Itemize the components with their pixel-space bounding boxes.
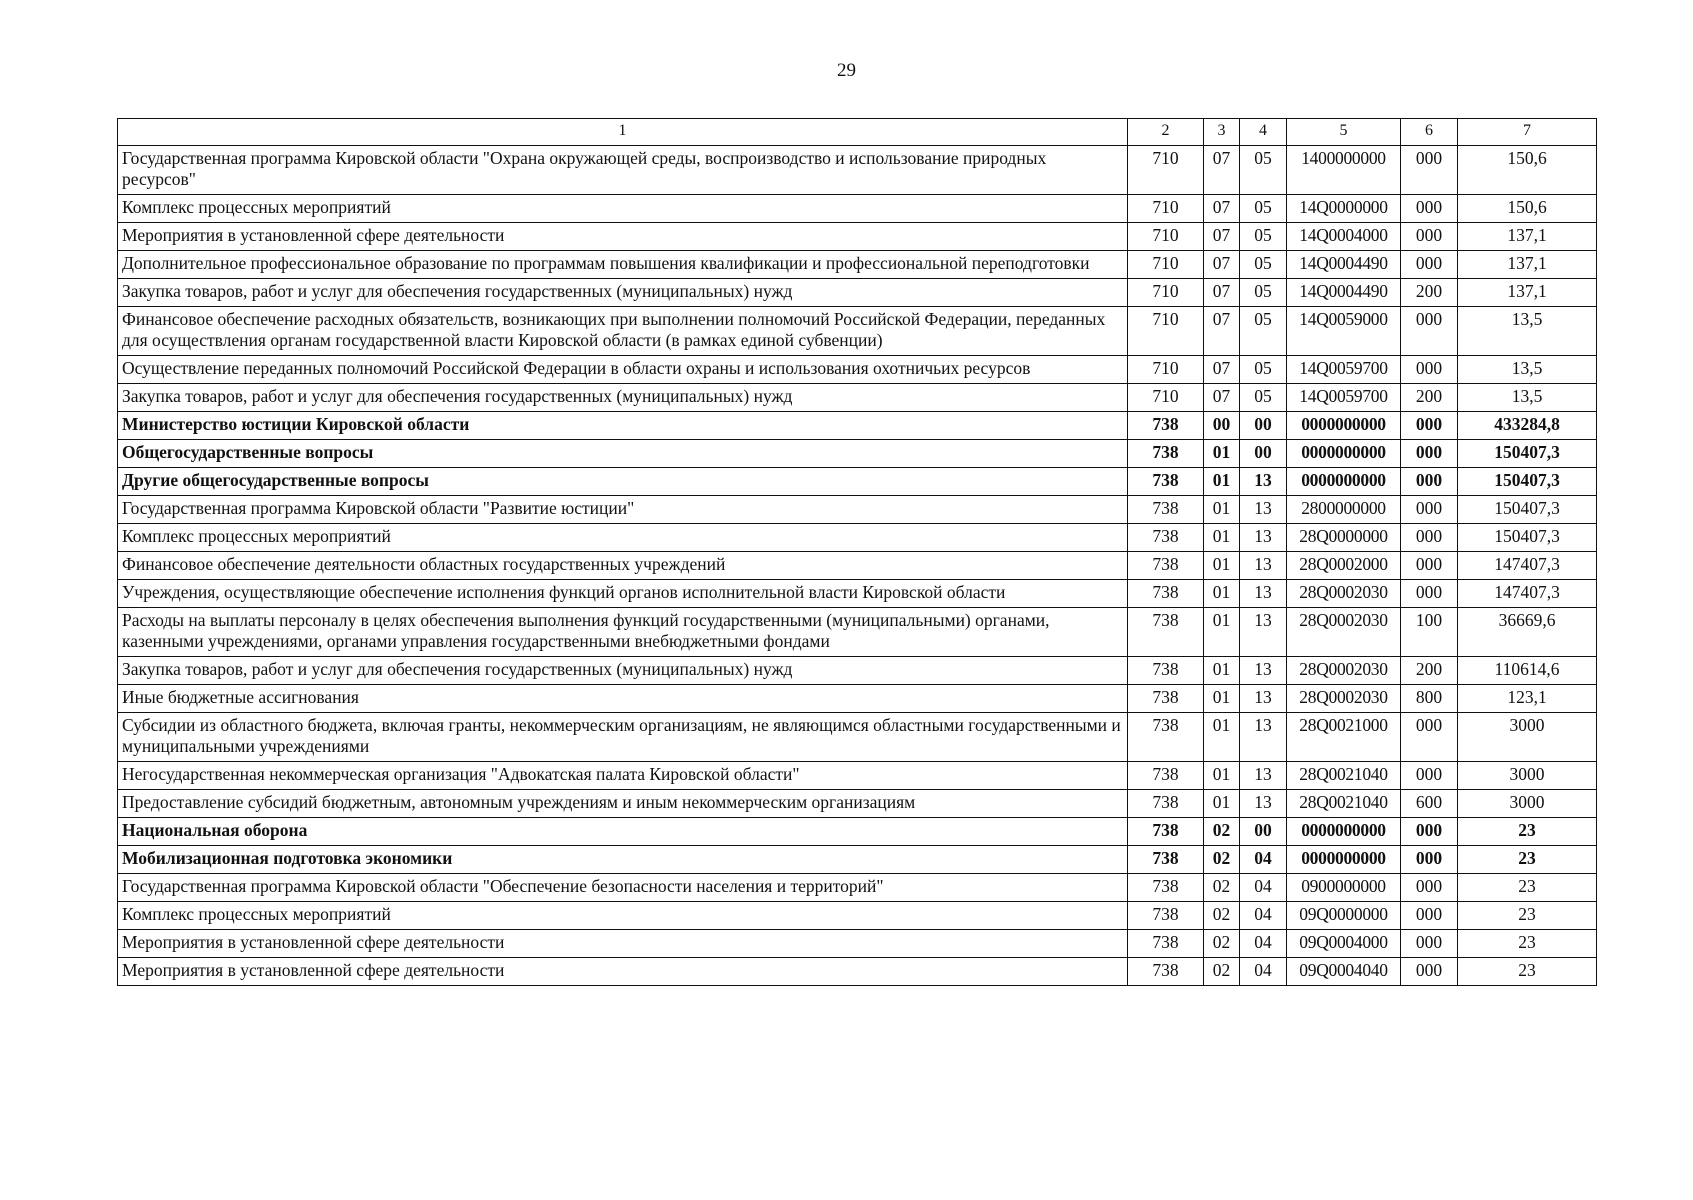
cell-amount: 123,1 [1458,685,1597,713]
table-row [118,790,1597,818]
cell-ministry-code: 738 [1128,608,1204,657]
cell-ministry-code: 738 [1128,524,1204,552]
cell-amount: 150,6 [1458,195,1597,223]
cell-amount: 36669,6 [1458,608,1597,657]
cell-ministry-code: 738 [1128,657,1204,685]
cell-name: Комплекс процессных мероприятий [118,902,1128,930]
cell-name: Мероприятия в установленной сфере деятельности [118,223,1128,251]
cell-section: 07 [1204,307,1240,356]
cell-amount: 147407,3 [1458,580,1597,608]
cell-subsection: 13 [1240,790,1287,818]
cell-amount: 3000 [1458,762,1597,790]
table-row [118,902,1597,930]
cell-amount: 23 [1458,874,1597,902]
cell-target-article: 0000000000 [1287,412,1401,440]
cell-section: 02 [1204,902,1240,930]
cell-target-article: 0000000000 [1287,440,1401,468]
cell-section: 01 [1204,440,1240,468]
cell-subsection: 05 [1240,223,1287,251]
cell-target-article: 2800000000 [1287,496,1401,524]
cell-subsection: 13 [1240,762,1287,790]
cell-section: 01 [1204,608,1240,657]
cell-subsection: 00 [1240,818,1287,846]
cell-expense-type: 000 [1401,440,1458,468]
cell-ministry-code: 738 [1128,685,1204,713]
table-row [118,713,1597,762]
cell-name: Финансовое обеспечение расходных обязательств, возникающих при выполнении полномочий Российской Федерации, переданных для осуществления органам государственной власти Кировской области (в рамках единой субвенции) [118,307,1128,356]
cell-expense-type: 800 [1401,685,1458,713]
cell-expense-type: 000 [1401,524,1458,552]
budget-table [117,118,1597,986]
cell-ministry-code: 738 [1128,412,1204,440]
cell-target-article: 14Q0004490 [1287,279,1401,307]
cell-section: 01 [1204,580,1240,608]
cell-ministry-code: 738 [1128,713,1204,762]
cell-ministry-code: 738 [1128,790,1204,818]
cell-amount: 13,5 [1458,307,1597,356]
cell-target-article: 0000000000 [1287,846,1401,874]
cell-ministry-code: 738 [1128,930,1204,958]
cell-expense-type: 000 [1401,713,1458,762]
cell-subsection: 05 [1240,251,1287,279]
cell-target-article: 09Q0004040 [1287,958,1401,986]
cell-expense-type: 000 [1401,496,1458,524]
cell-subsection: 00 [1240,412,1287,440]
table-row [118,223,1597,251]
cell-amount: 23 [1458,846,1597,874]
cell-subsection: 04 [1240,874,1287,902]
table-row [118,279,1597,307]
cell-ministry-code: 710 [1128,223,1204,251]
cell-ministry-code: 738 [1128,902,1204,930]
cell-expense-type: 000 [1401,412,1458,440]
cell-expense-type: 000 [1401,251,1458,279]
cell-target-article: 28Q0002030 [1287,580,1401,608]
cell-section: 01 [1204,552,1240,580]
cell-name: Финансовое обеспечение деятельности областных государственных учреждений [118,552,1128,580]
cell-subsection: 04 [1240,930,1287,958]
cell-section: 02 [1204,818,1240,846]
table-row [118,384,1597,412]
cell-section: 01 [1204,468,1240,496]
cell-target-article: 14Q0004000 [1287,223,1401,251]
cell-amount: 23 [1458,958,1597,986]
cell-ministry-code: 710 [1128,195,1204,223]
page-number: 29 [837,60,856,81]
cell-name: Государственная программа Кировской области "Обеспечение безопасности населения и территорий" [118,874,1128,902]
cell-ministry-code: 738 [1128,846,1204,874]
table-row [118,874,1597,902]
cell-subsection: 05 [1240,279,1287,307]
cell-ministry-code: 738 [1128,552,1204,580]
cell-section: 07 [1204,195,1240,223]
cell-amount: 137,1 [1458,251,1597,279]
table-row [118,930,1597,958]
table-row [118,657,1597,685]
table-row [118,608,1597,657]
cell-name: Национальная оборона [118,818,1128,846]
cell-name: Негосударственная некоммерческая организация "Адвокатская палата Кировской области" [118,762,1128,790]
cell-target-article: 14Q0004490 [1287,251,1401,279]
cell-name: Закупка товаров, работ и услуг для обеспечения государственных (муниципальных) нужд [118,384,1128,412]
cell-amount: 150407,3 [1458,496,1597,524]
cell-amount: 147407,3 [1458,552,1597,580]
cell-amount: 23 [1458,930,1597,958]
cell-subsection: 13 [1240,496,1287,524]
cell-target-article: 14Q0000000 [1287,195,1401,223]
cell-target-article: 14Q0059700 [1287,356,1401,384]
cell-name: Предоставление субсидий бюджетным, автономным учреждениям и иным некоммерческим организациям [118,790,1128,818]
cell-target-article: 1400000000 [1287,146,1401,195]
cell-expense-type: 000 [1401,874,1458,902]
column-header-subsection: 4 [1240,119,1287,146]
cell-section: 07 [1204,279,1240,307]
cell-amount: 433284,8 [1458,412,1597,440]
cell-expense-type: 000 [1401,223,1458,251]
cell-expense-type: 000 [1401,580,1458,608]
cell-name: Закупка товаров, работ и услуг для обеспечения государственных (муниципальных) нужд [118,279,1128,307]
cell-name: Государственная программа Кировской области "Развитие юстиции" [118,496,1128,524]
cell-expense-type: 000 [1401,356,1458,384]
cell-ministry-code: 738 [1128,958,1204,986]
table-row [118,307,1597,356]
table-body [118,146,1597,986]
cell-subsection: 13 [1240,524,1287,552]
cell-amount: 150407,3 [1458,440,1597,468]
table-row [118,468,1597,496]
cell-expense-type: 100 [1401,608,1458,657]
cell-ministry-code: 710 [1128,279,1204,307]
cell-subsection: 13 [1240,608,1287,657]
table-row [118,958,1597,986]
cell-target-article: 28Q0002000 [1287,552,1401,580]
cell-section: 07 [1204,251,1240,279]
cell-section: 01 [1204,713,1240,762]
cell-target-article: 0900000000 [1287,874,1401,902]
cell-subsection: 05 [1240,146,1287,195]
cell-amount: 110614,6 [1458,657,1597,685]
cell-expense-type: 000 [1401,930,1458,958]
cell-ministry-code: 738 [1128,440,1204,468]
cell-subsection: 04 [1240,846,1287,874]
cell-target-article: 09Q0000000 [1287,902,1401,930]
cell-subsection: 00 [1240,440,1287,468]
cell-name: Осуществление переданных полномочий Российской Федерации в области охраны и использования охотничьих ресурсов [118,356,1128,384]
cell-name: Мероприятия в установленной сфере деятельности [118,958,1128,986]
cell-section: 07 [1204,146,1240,195]
cell-subsection: 05 [1240,195,1287,223]
cell-name: Иные бюджетные ассигнования [118,685,1128,713]
cell-target-article: 28Q0002030 [1287,685,1401,713]
cell-subsection: 13 [1240,657,1287,685]
cell-ministry-code: 738 [1128,580,1204,608]
cell-name: Субсидии из областного бюджета, включая гранты, некоммерческим организациям, не являющимся областными государственными и муниципальными учреждениями [118,713,1128,762]
table-row [118,580,1597,608]
cell-subsection: 13 [1240,685,1287,713]
cell-section: 01 [1204,762,1240,790]
table-row [118,846,1597,874]
cell-name: Общегосударственные вопросы [118,440,1128,468]
cell-subsection: 04 [1240,902,1287,930]
table-row [118,685,1597,713]
cell-ministry-code: 738 [1128,818,1204,846]
cell-name: Закупка товаров, работ и услуг для обеспечения государственных (муниципальных) нужд [118,657,1128,685]
table-row [118,412,1597,440]
cell-name: Дополнительное профессиональное образование по программам повышения квалификации и профессиональной переподготовки [118,251,1128,279]
cell-section: 02 [1204,958,1240,986]
column-header-expense-type: 6 [1401,119,1458,146]
column-header-amount: 7 [1458,119,1597,146]
table-row [118,524,1597,552]
cell-expense-type: 200 [1401,657,1458,685]
table-row [118,552,1597,580]
cell-section: 01 [1204,685,1240,713]
cell-expense-type: 600 [1401,790,1458,818]
cell-amount: 3000 [1458,713,1597,762]
cell-section: 02 [1204,874,1240,902]
cell-section: 01 [1204,657,1240,685]
cell-amount: 150407,3 [1458,524,1597,552]
column-header-target-article: 5 [1287,119,1401,146]
cell-section: 07 [1204,356,1240,384]
cell-expense-type: 000 [1401,307,1458,356]
cell-target-article: 28Q0000000 [1287,524,1401,552]
cell-target-article: 28Q0021040 [1287,762,1401,790]
cell-ministry-code: 738 [1128,874,1204,902]
cell-amount: 150407,3 [1458,468,1597,496]
cell-subsection: 13 [1240,552,1287,580]
cell-expense-type: 000 [1401,958,1458,986]
cell-target-article: 28Q0002030 [1287,608,1401,657]
cell-subsection: 13 [1240,580,1287,608]
table-row [118,440,1597,468]
cell-ministry-code: 710 [1128,384,1204,412]
cell-name: Другие общегосударственные вопросы [118,468,1128,496]
column-header-section: 3 [1204,119,1240,146]
cell-ministry-code: 738 [1128,468,1204,496]
cell-target-article: 14Q0059700 [1287,384,1401,412]
cell-subsection: 04 [1240,958,1287,986]
column-header-ministry-code: 2 [1128,119,1204,146]
cell-expense-type: 000 [1401,902,1458,930]
cell-target-article: 28Q0021000 [1287,713,1401,762]
cell-subsection: 05 [1240,356,1287,384]
table-row [118,195,1597,223]
cell-amount: 137,1 [1458,223,1597,251]
table-row [118,496,1597,524]
cell-target-article: 0000000000 [1287,468,1401,496]
cell-section: 07 [1204,223,1240,251]
cell-target-article: 28Q0002030 [1287,657,1401,685]
cell-amount: 3000 [1458,790,1597,818]
cell-name: Мероприятия в установленной сфере деятельности [118,930,1128,958]
cell-subsection: 13 [1240,713,1287,762]
cell-name: Учреждения, осуществляющие обеспечение исполнения функций органов исполнительной власти Кировской области [118,580,1128,608]
table-row [118,818,1597,846]
cell-section: 07 [1204,384,1240,412]
cell-ministry-code: 710 [1128,251,1204,279]
cell-section: 02 [1204,846,1240,874]
table-row [118,251,1597,279]
cell-name: Расходы на выплаты персоналу в целях обеспечения выполнения функций государственными (муниципальными) органами, казенными учреждениями, органами управления государственными внебюджетными фондами [118,608,1128,657]
cell-section: 02 [1204,930,1240,958]
cell-expense-type: 000 [1401,195,1458,223]
cell-amount: 23 [1458,902,1597,930]
cell-subsection: 05 [1240,307,1287,356]
cell-expense-type: 000 [1401,146,1458,195]
table-row [118,356,1597,384]
cell-expense-type: 000 [1401,846,1458,874]
cell-target-article: 09Q0004000 [1287,930,1401,958]
cell-expense-type: 000 [1401,762,1458,790]
cell-subsection: 13 [1240,468,1287,496]
cell-amount: 13,5 [1458,356,1597,384]
cell-amount: 150,6 [1458,146,1597,195]
cell-amount: 13,5 [1458,384,1597,412]
cell-section: 01 [1204,496,1240,524]
table-row [118,146,1597,195]
cell-target-article: 14Q0059000 [1287,307,1401,356]
cell-expense-type: 000 [1401,552,1458,580]
cell-subsection: 05 [1240,384,1287,412]
cell-name: Государственная программа Кировской области "Охрана окружающей среды, воспроизводство и использование природных ресурсов" [118,146,1128,195]
cell-amount: 23 [1458,818,1597,846]
cell-amount: 137,1 [1458,279,1597,307]
cell-ministry-code: 738 [1128,496,1204,524]
table-header-row [118,119,1597,146]
cell-expense-type: 200 [1401,384,1458,412]
cell-name: Министерство юстиции Кировской области [118,412,1128,440]
column-header-name: 1 [118,119,1128,146]
cell-ministry-code: 710 [1128,146,1204,195]
cell-ministry-code: 710 [1128,356,1204,384]
cell-expense-type: 000 [1401,818,1458,846]
cell-ministry-code: 710 [1128,307,1204,356]
cell-expense-type: 000 [1401,468,1458,496]
cell-target-article: 28Q0021040 [1287,790,1401,818]
cell-section: 01 [1204,790,1240,818]
cell-name: Комплекс процессных мероприятий [118,524,1128,552]
table-row [118,762,1597,790]
cell-target-article: 0000000000 [1287,818,1401,846]
cell-ministry-code: 738 [1128,762,1204,790]
cell-name: Комплекс процессных мероприятий [118,195,1128,223]
cell-section: 00 [1204,412,1240,440]
cell-name: Мобилизационная подготовка экономики [118,846,1128,874]
cell-expense-type: 200 [1401,279,1458,307]
cell-section: 01 [1204,524,1240,552]
